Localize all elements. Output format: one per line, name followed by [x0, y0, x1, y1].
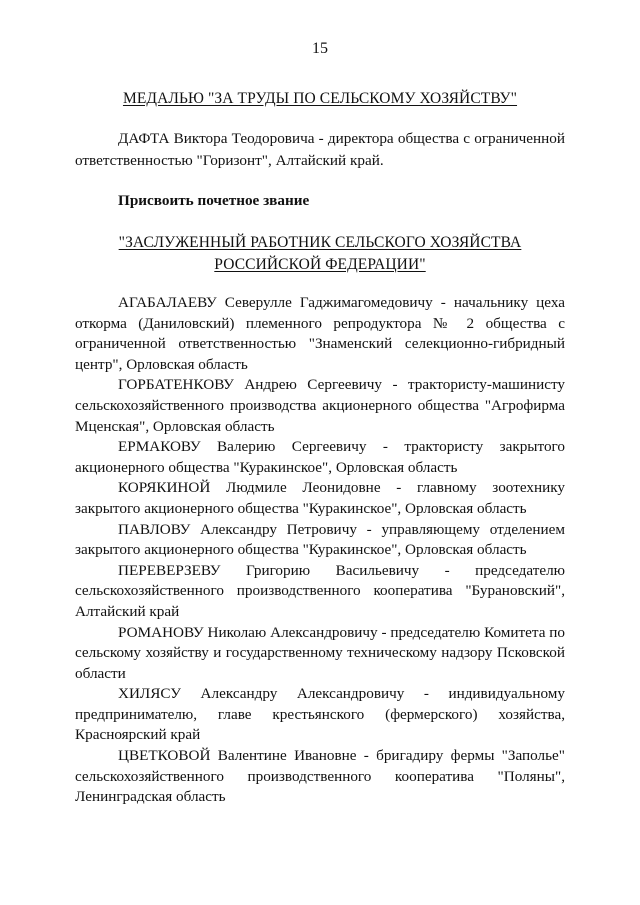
- awardee-list: [75, 293, 565, 808]
- awardee-item: ХИЛЯСУ Александру Александровичу - индивидуальному предпринимателю, главе крестьянского (фермерского) хозяйства, Красноярский край: [75, 685, 565, 744]
- honorary-title-heading: [0, 232, 640, 276]
- awardee-item: ПАВЛОВУ Александру Петровичу - управляющему отделением закрытого акционерного общества "Куракинское", Орловская область: [75, 520, 565, 559]
- awardee-item: ЦВЕТКОВОЙ Валентине Ивановне - бригадиру фермы "Заполье" сельскохозяйственного производственного кооператива "Поляны", Ленинградская область: [75, 747, 565, 806]
- awardee-item: АГАБАЛАЕВУ Северулле Гаджимагомедовичу - начальнику цеха откорма (Даниловский) племенного репродуктора № 2 общества с ограниченной ответственностью "Знаменский селекционно-гибридный центр", Орловская область: [75, 294, 565, 373]
- medal-heading: МЕДАЛЬЮ "ЗА ТРУДЫ ПО СЕЛЬСКОМУ ХОЗЯЙСТВУ": [122, 90, 518, 107]
- page-number: 15: [312, 40, 328, 57]
- awardee-item: ЕРМАКОВУ Валерию Сергеевичу - трактористу закрытого акционерного общества "Куракинское", Орловская область: [75, 438, 565, 476]
- honorary-title-line-2: РОССИЙСКОЙ ФЕДЕРАЦИИ": [214, 256, 426, 273]
- assign-title-heading: Присвоить почетное звание: [118, 192, 310, 209]
- awardee-item: ГОРБАТЕНКОВУ Андрею Сергеевичу - трактористу-машинисту сельскохозяйственного производства акционерного общества "Агрофирма Мценская", Орловская область: [75, 376, 565, 435]
- dafta-paragraph: ДАФТА Виктора Теодоровича - директора общества с ограниченной ответственностью "Горизонт", Алтайский край.: [75, 130, 565, 169]
- awardee-item: КОРЯКИНОЙ Людмиле Леонидовне - главному зоотехнику закрытого акционерного общества "Куракинское", Орловская область: [75, 479, 565, 517]
- awardee-item: РОМАНОВУ Николаю Александровичу - председателю Комитета по сельскому хозяйству и государственному техническому надзору Псковской области: [75, 623, 565, 682]
- honorary-title-line-1: "ЗАСЛУЖЕННЫЙ РАБОТНИК СЕЛЬСКОГО ХОЗЯЙСТВА: [118, 234, 522, 251]
- awardee-item: ПЕРЕВЕРЗЕВУ Григорию Васильевичу - председателю сельскохозяйственного производственного кооператива "Бурановский", Алтайский край: [75, 561, 565, 620]
